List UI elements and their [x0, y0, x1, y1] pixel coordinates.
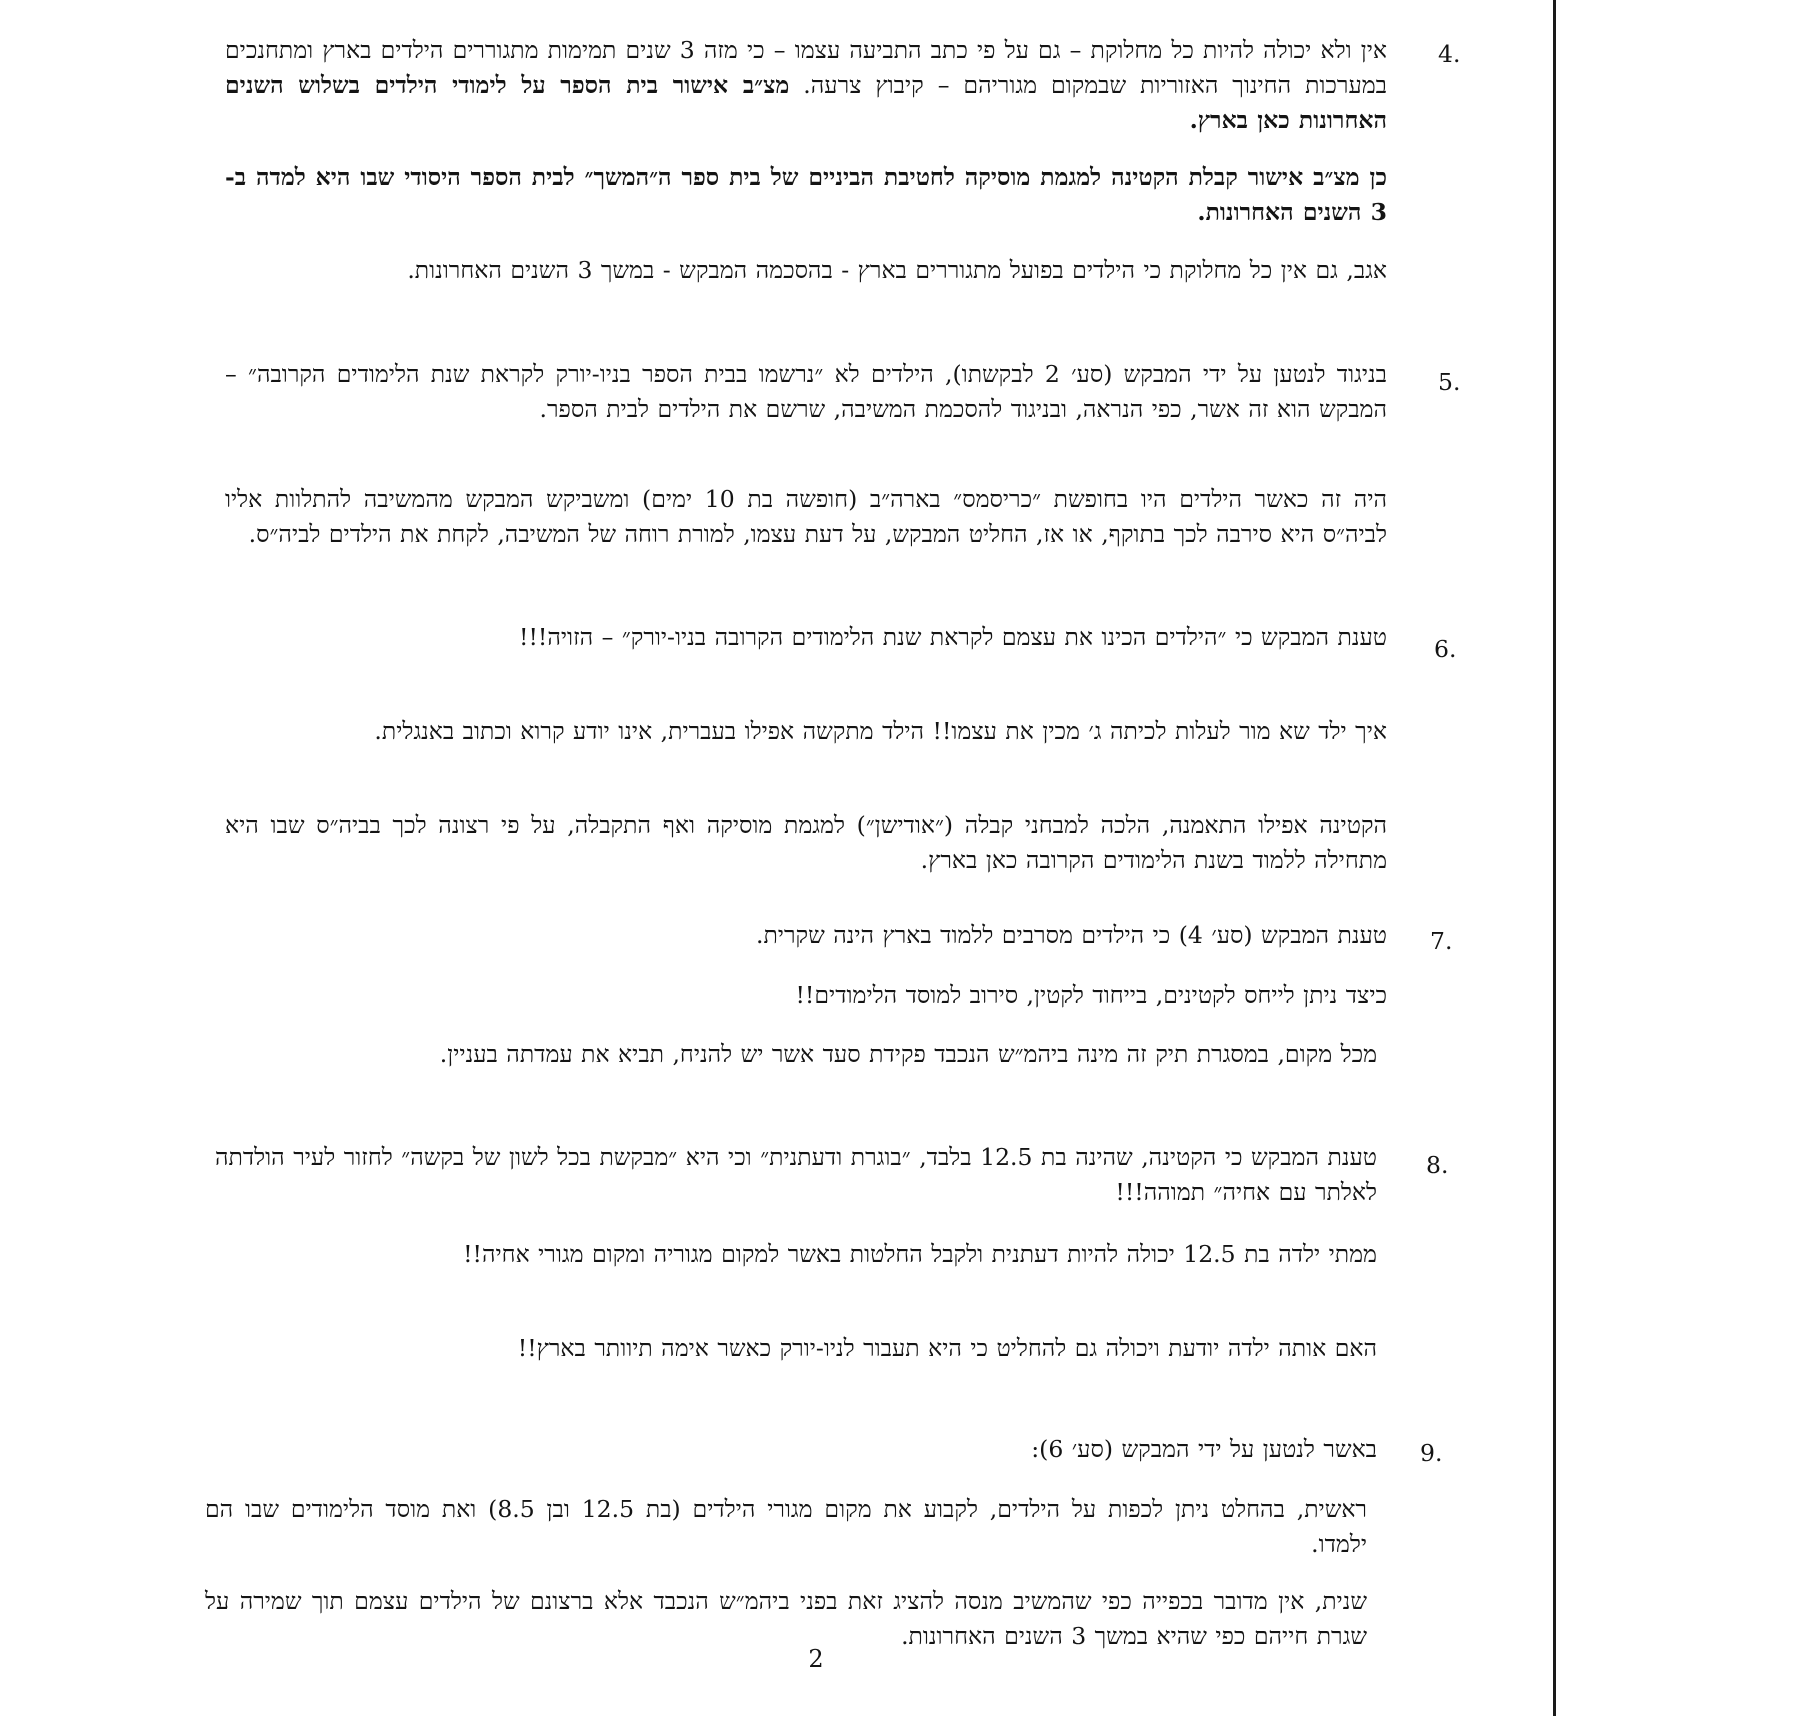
paragraph [225, 808, 1387, 878]
paragraph-text: ראשית, בהחלט ניתן לכפות על הילדים, לקבוע את מקום מגורי הילדים (בת 12.5 ובן 8.5) ואת מוסד הלימודים שבו הם ילמדו. [205, 1495, 1367, 1558]
paragraph [205, 1584, 1367, 1654]
paragraph-text: איך ילד שא מור לעלות לכיתה ג׳ מכין את עצמו!! הילד מתקשה אפילו בעברית, אינו יודע קרוא וכתוב באנגלית. [374, 717, 1387, 745]
paragraph-number: 9. [1420, 1439, 1443, 1467]
paragraph-text: כיצד ניתן לייחס לקטינים, בייחוד לקטין, סירוב למוסד הלימודים!! [795, 981, 1387, 1009]
paragraph [215, 1432, 1377, 1467]
paragraph-text: טענת המבקש כי הקטינה, שהינה בת 12.5 בלבד, ״בוגרת ודעתנית״ וכי היא ״מבקשת בכל לשון של בקשה״ לחזור לעיר הולדתה לאלתר עם אחיה״ תמוהה!!! [215, 1143, 1377, 1206]
paragraph [225, 33, 1387, 138]
margin-rule [1553, 0, 1556, 1716]
paragraph [215, 1331, 1377, 1366]
paragraph [225, 253, 1387, 288]
paragraph-text: ממתי ילדה בת 12.5 יכולה להיות דעתנית ולקבל החלטות באשר למקום מגוריה ומקום מגורי אחיה!! [463, 1240, 1377, 1268]
paragraph-number: 7. [1430, 927, 1453, 955]
paragraph [215, 1140, 1377, 1210]
paragraph [225, 714, 1387, 749]
paragraph-text: טענת המבקש (סע׳ 4) כי הילדים מסרבים ללמוד בארץ הינה שקרית. [756, 921, 1387, 949]
paragraph [225, 620, 1387, 655]
paragraph-number: 6. [1434, 635, 1457, 663]
paragraph-text: שנית, אין מדובר בכפייה כפי שהמשיב מנסה להציג זאת בפני ביהמ״ש הנכבד אלא ברצונם של הילדים עצמם תוך שמירה על שגרת חייהם כפי שהיא במשך 3 השנים האחרונות. [205, 1587, 1367, 1650]
paragraph [225, 482, 1387, 552]
paragraph [225, 918, 1387, 953]
paragraph [225, 160, 1387, 230]
paragraph [215, 1037, 1377, 1072]
paragraph-text: אין ולא יכולה להיות כל מחלוקת – גם על פי כתב התביעה עצמו – כי מזה 3 שנים תמימות מתגוררים הילדים בארץ ומתחנכים במערכות החינוך האזוריות שבמקום מגוריהם – קיבוץ צרעה. [225, 36, 1387, 99]
paragraph [225, 978, 1387, 1013]
paragraph [205, 1492, 1367, 1562]
paragraph-text: בניגוד לנטען על ידי המבקש (סע׳ 2 לבקשתו), הילדים לא ״נרשמו בבית הספר בניו-יורק לקראת שנת הלימודים הקרובה״ – המבקש הוא זה אשר, כפי הנראה, ובניגוד להסכמת המשיבה, שרשם את הילדים לבית הספר. [225, 360, 1388, 423]
paragraph-number: 4. [1438, 40, 1461, 68]
paragraph-text: אגב, גם אין כל מחלוקת כי הילדים בפועל מתגוררים בארץ - בהסכמה המבקש - במשך 3 השנים האחרונות. [407, 256, 1387, 284]
paragraph-text: היה זה כאשר הילדים היו בחופשת ״כריסמס״ בארה״ב (חופשה בת 10 ימים) ומשביקש המבקש מהמשיבה להתלוות אליו לביה״ס היא סירבה לכך בתוקף, או אז, החליט המבקש, על דעת עצמו, למורת רוחה של המשיבה, לקחת את הילדים לביה״ס. [225, 485, 1387, 548]
paragraph-number: 5. [1438, 368, 1461, 396]
paragraph-text-bold: מצ״ב אישור בית הספר על לימודי הילדים בשלוש השנים האחרונות כאן בארץ. [225, 71, 1387, 134]
paragraph-text: טענת המבקש כי ״הילדים הכינו את עצמם לקראת שנת הלימודים הקרובה בניו-יורק״ – הזויה!!! [519, 623, 1387, 651]
paragraph-text: מכל מקום, במסגרת תיק זה מינה ביהמ״ש הנכבד פקידת סעד אשר יש להניח, תביא את עמדתה בעניין. [439, 1040, 1377, 1068]
paragraph-number: 8. [1426, 1151, 1449, 1179]
paragraph-text: באשר לנטען על ידי המבקש (סע׳ 6): [1031, 1435, 1377, 1463]
page-number: 2 [808, 1645, 824, 1673]
paragraph-text-bold: כן מצ״ב אישור קבלת הקטינה למגמת מוסיקה לחטיבת הביניים של בית ספר ה״המשך״ לבית הספר היסודי שבו היא למדה ב- 3 השנים האחרונות. [225, 163, 1387, 226]
paragraph-text: האם אותה ילדה יודעת ויכולה גם להחליט כי היא תעבור לניו-יורק כאשר אימה תיוותר בארץ!! [517, 1334, 1377, 1362]
paragraph [215, 1237, 1377, 1272]
paragraph [225, 357, 1387, 427]
paragraph-text: הקטינה אפילו התאמנה, הלכה למבחני קבלה (״אודישן״) למגמת מוסיקה ואף התקבלה, על פי רצונה לכך בביה״ס שבו היא מתחילה ללמוד בשנת הלימודים הקרובה כאן בארץ. [225, 811, 1387, 874]
